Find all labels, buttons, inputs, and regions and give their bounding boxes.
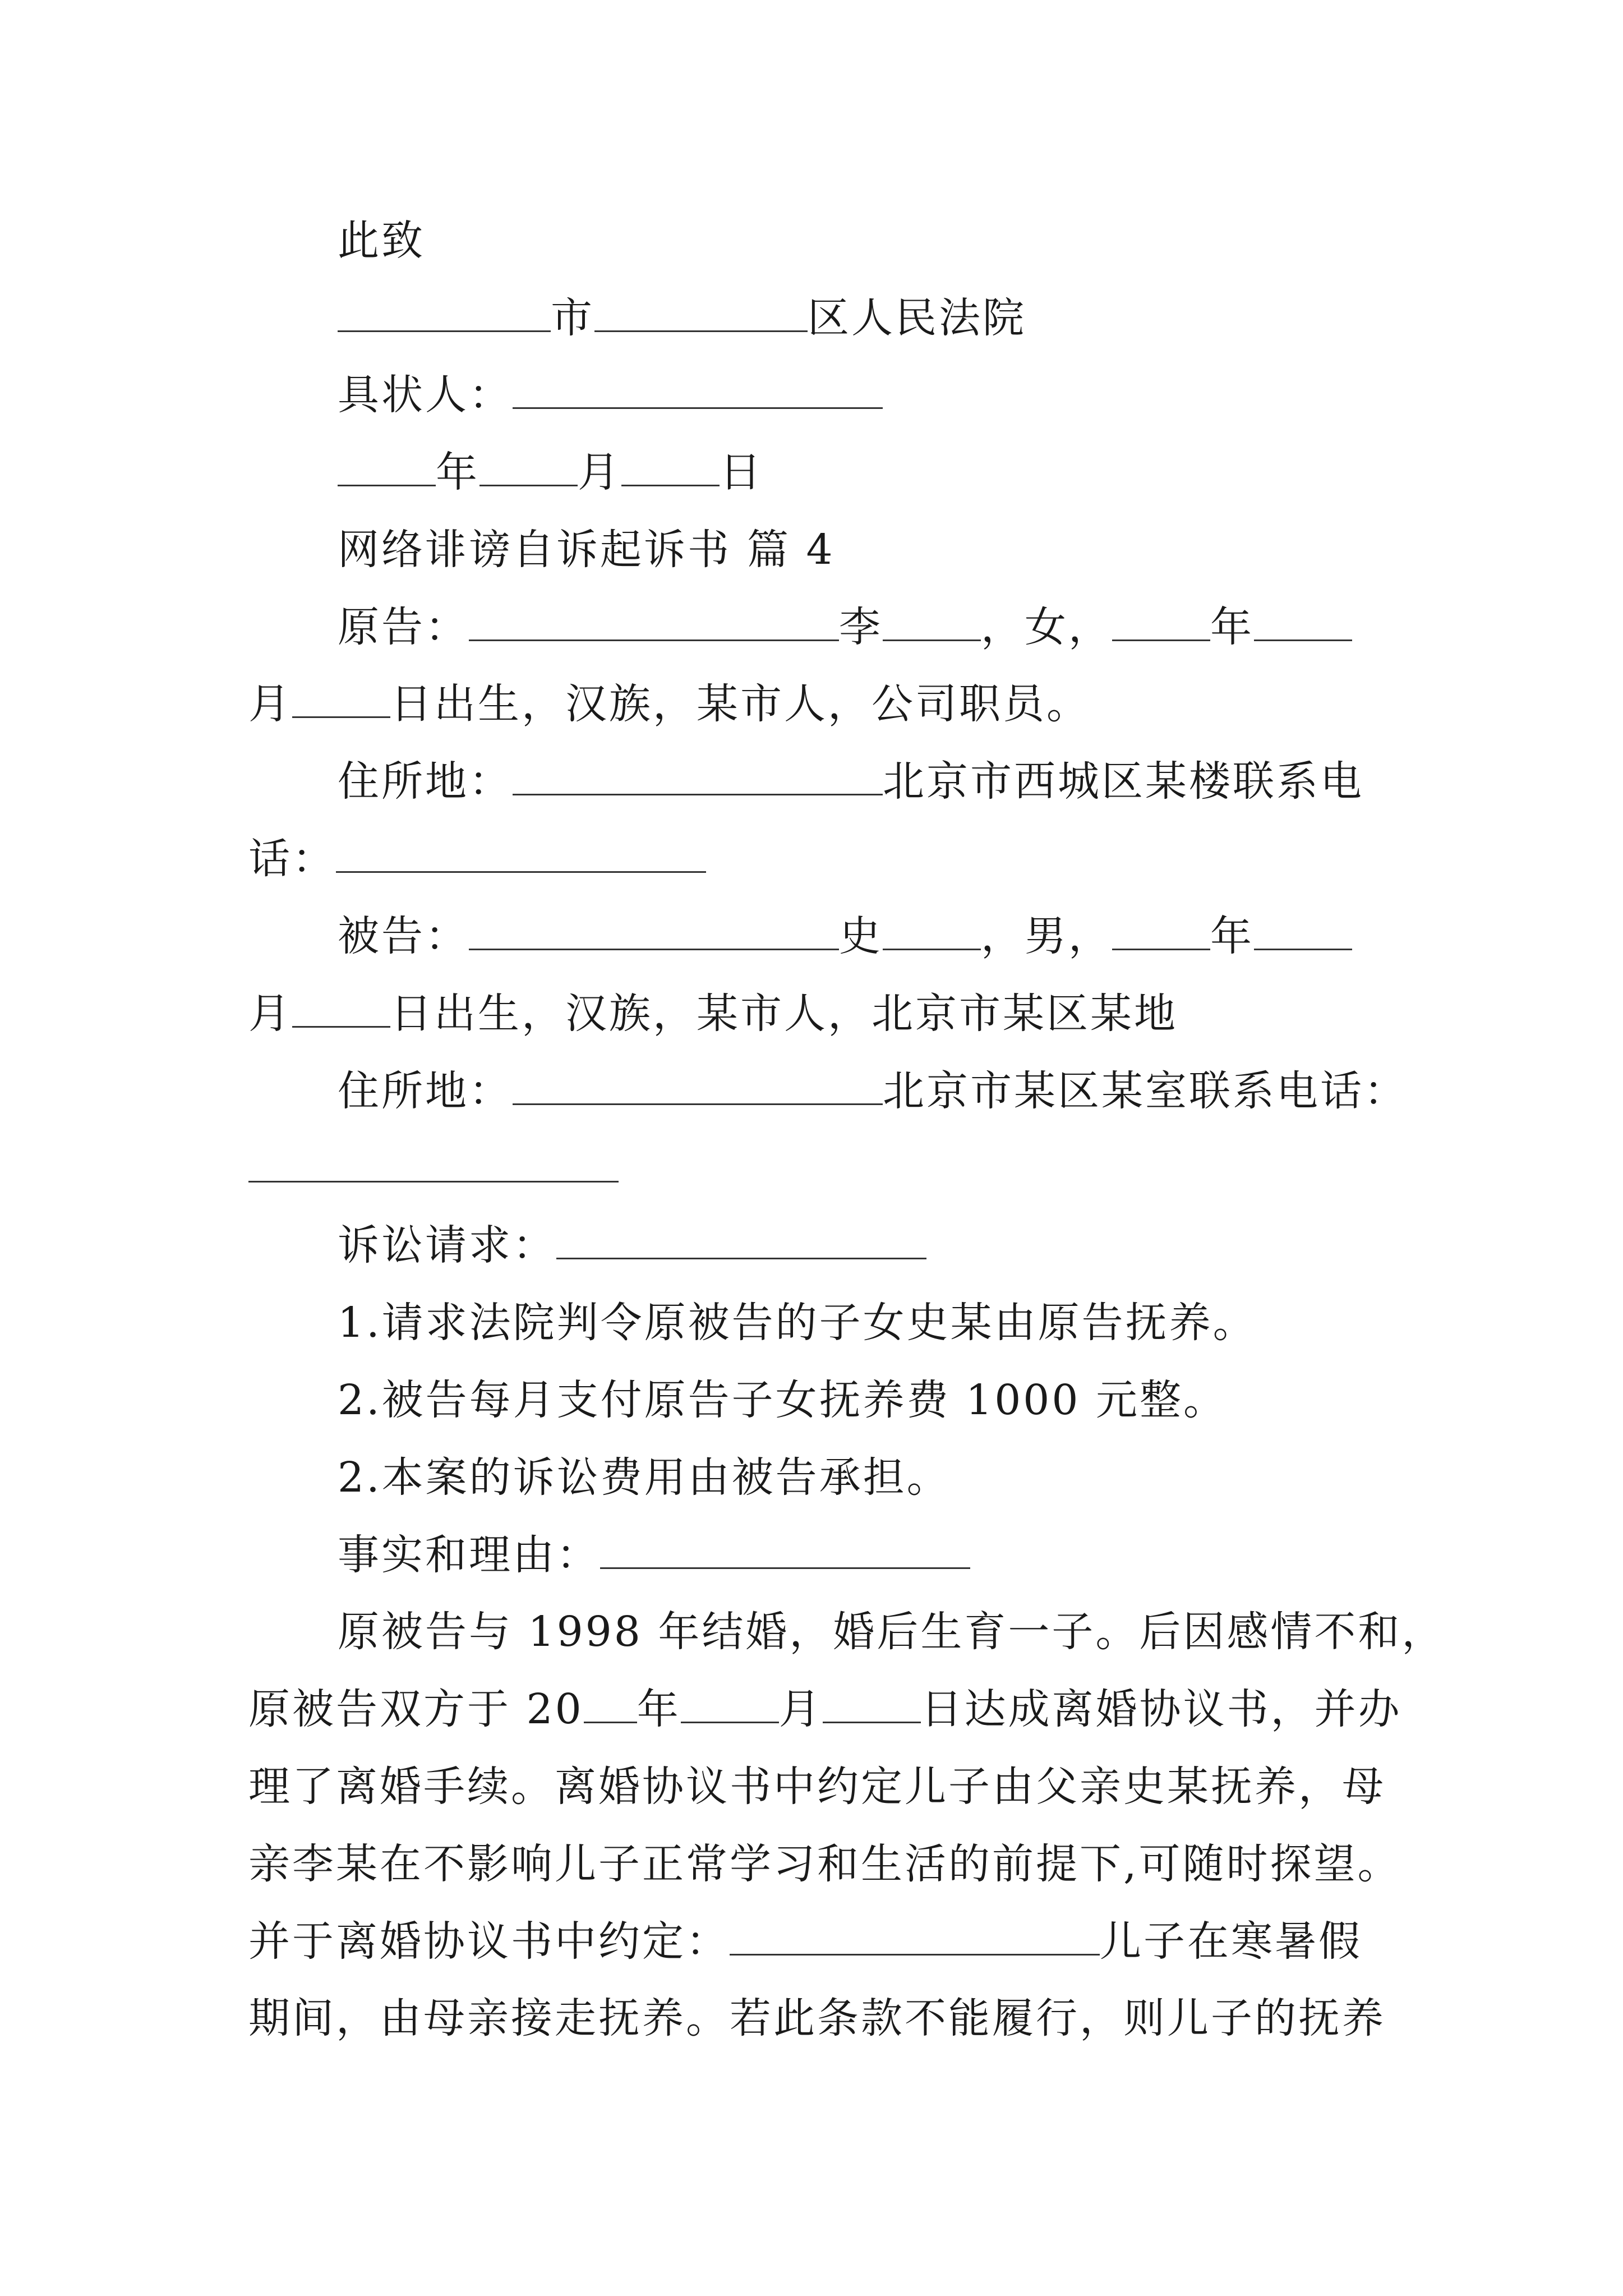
blank-city bbox=[338, 330, 551, 332]
claims-label: 诉讼请求： bbox=[338, 1225, 926, 1266]
date-line: 年 月 日 bbox=[338, 452, 763, 493]
blank-year bbox=[338, 484, 436, 486]
defendant-phone-blank bbox=[248, 1148, 619, 1189]
plaintiff-address: 住所地： 北京市西城区某楼联系电 bbox=[338, 757, 1364, 806]
facts-label: 事实和理由： bbox=[338, 1534, 970, 1576]
blank-district bbox=[594, 330, 808, 332]
section-title: 网络诽谤自诉起诉书 篇 4 bbox=[338, 526, 835, 574]
facts-paragraph-line: 亲李某在不影响儿子正常学习和生活的前提下,可随时探望。 bbox=[248, 1840, 1401, 1888]
plaintiff-line-1: 原告： 李 ，女， 年 bbox=[338, 606, 1352, 648]
facts-paragraph-line: 原被告双方于 20 年 月 日达成离婚协议书，并办 bbox=[248, 1685, 1402, 1733]
plaintiff-line-2: 月 日出生，汉族，某市人，公司职员。 bbox=[248, 680, 1090, 728]
claim-item: 2.被告每月支付原告子女抚养费 1000 元整。 bbox=[338, 1376, 1227, 1424]
facts-paragraph-line: 原被告与 1998 年结婚，婚后生育一子。后因感情不和， bbox=[338, 1608, 1446, 1656]
blank-day bbox=[621, 484, 720, 486]
salutation: 此致 bbox=[338, 217, 425, 265]
court-line: 市 区人民法院 bbox=[338, 297, 1026, 339]
blank-signer bbox=[513, 407, 883, 409]
claim-item: 2.本案的诉讼费用由被告承担。 bbox=[338, 1453, 951, 1502]
facts-paragraph-line: 期间，由母亲接走抚养。若此条款不能履行，则儿子的抚养 bbox=[248, 1994, 1386, 2042]
defendant-address: 住所地： 北京市某区某室联系电话： bbox=[338, 1067, 1408, 1115]
facts-paragraph-line: 并于离婚协议书中约定： 儿子在寒暑假 bbox=[248, 1917, 1362, 1966]
facts-paragraph-line: 理了离婚手续。离婚协议书中约定儿子由父亲史某抚养，母 bbox=[248, 1763, 1386, 1811]
plaintiff-phone: 话： bbox=[248, 838, 706, 880]
defendant-line-1: 被告： 史 ，男， 年 bbox=[338, 915, 1352, 957]
defendant-line-2: 月 日出生，汉族，某市人，北京市某区某地 bbox=[248, 990, 1178, 1038]
signer-line: 具状人： bbox=[338, 374, 883, 416]
blank-month bbox=[479, 484, 578, 486]
claim-item: 1.请求法院判令原被告的子女史某由原告抚养。 bbox=[338, 1299, 1257, 1347]
